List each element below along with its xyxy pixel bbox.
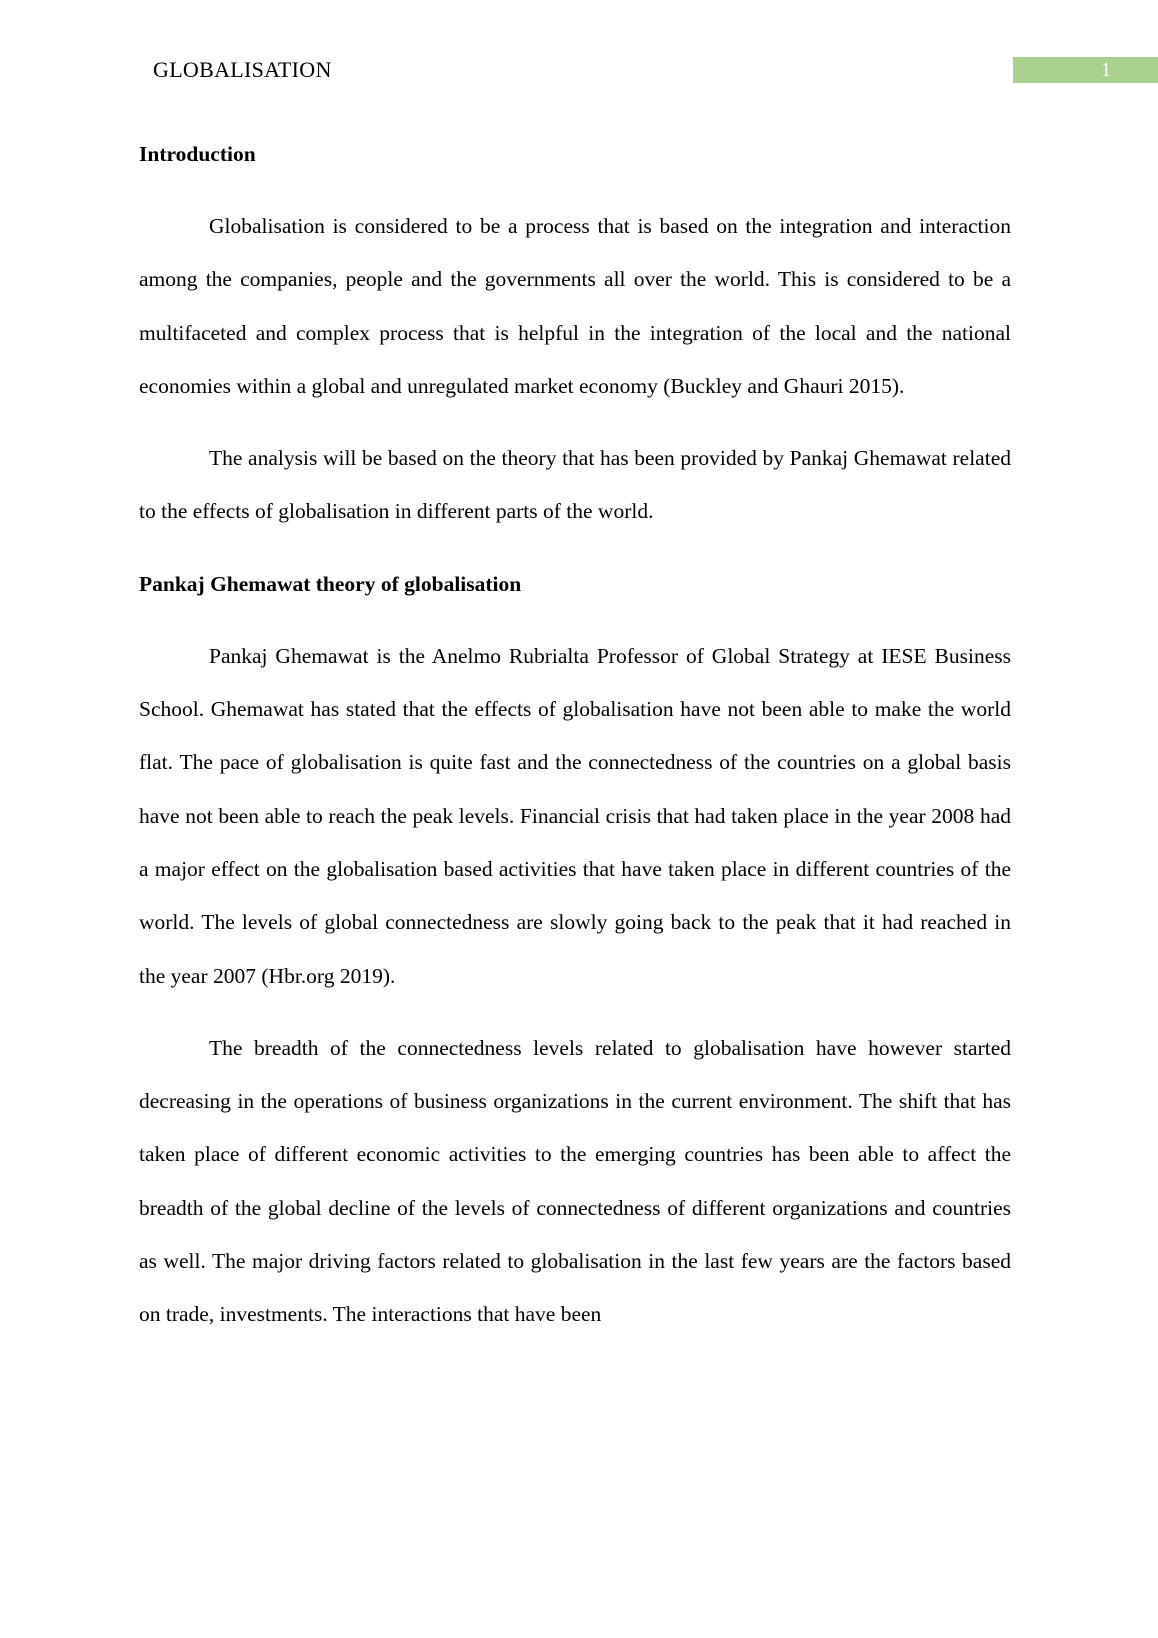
paragraph: The analysis will be based on the theory that has been provided by Pankaj Ghemawat related to the effects of globalisation in different parts of the world. [139, 446, 1011, 524]
section-heading-introduction: Introduction [139, 142, 256, 166]
paragraph: Globalisation is considered to be a process that is based on the integration and interaction among the companies, people and the governments all over the world. This is considered to be a multifaceted and complex process that is helpful in the integration of the local and the national economies within a global and unregulated market economy (Buckley and Ghauri 2015). [139, 214, 1011, 398]
paragraph: The breadth of the connectedness levels related to globalisation have however started decreasing in the operations of business organizations in the current environment. The shift that has taken place of different economic activities to the emerging countries has been able to affect the breadth of the global decline of the levels of connectedness of different organizations and countries as well. The major driving factors related to globalisation in the last few years are the factors based on trade, investments. The interactions that have been [139, 1035, 1011, 1327]
running-head: GLOBALISATION [153, 57, 332, 82]
document-body [139, 128, 1011, 1342]
section-heading-ghemawat-theory: Pankaj Ghemawat theory of globalisation [139, 571, 522, 596]
page-number: 1 [1101, 59, 1111, 81]
page-number-box [1013, 57, 1158, 83]
paragraph: Pankaj Ghemawat is the Anelmo Rubrialta Professor of Global Strategy at IESE Business School. Ghemawat has stated that the effects of globalisation have not been able to make the world flat. The pace of globalisation is quite fast and the connectedness of the countries on a global basis have not been able to reach the peak levels. Financial crisis that had taken place in the year 2008 had a major effect on the globalisation based activities that have taken place in different countries of the world. The levels of global connectedness are slowly going back to the peak that it had reached in the year 2007 (Hbr.org 2019). [139, 643, 1011, 988]
